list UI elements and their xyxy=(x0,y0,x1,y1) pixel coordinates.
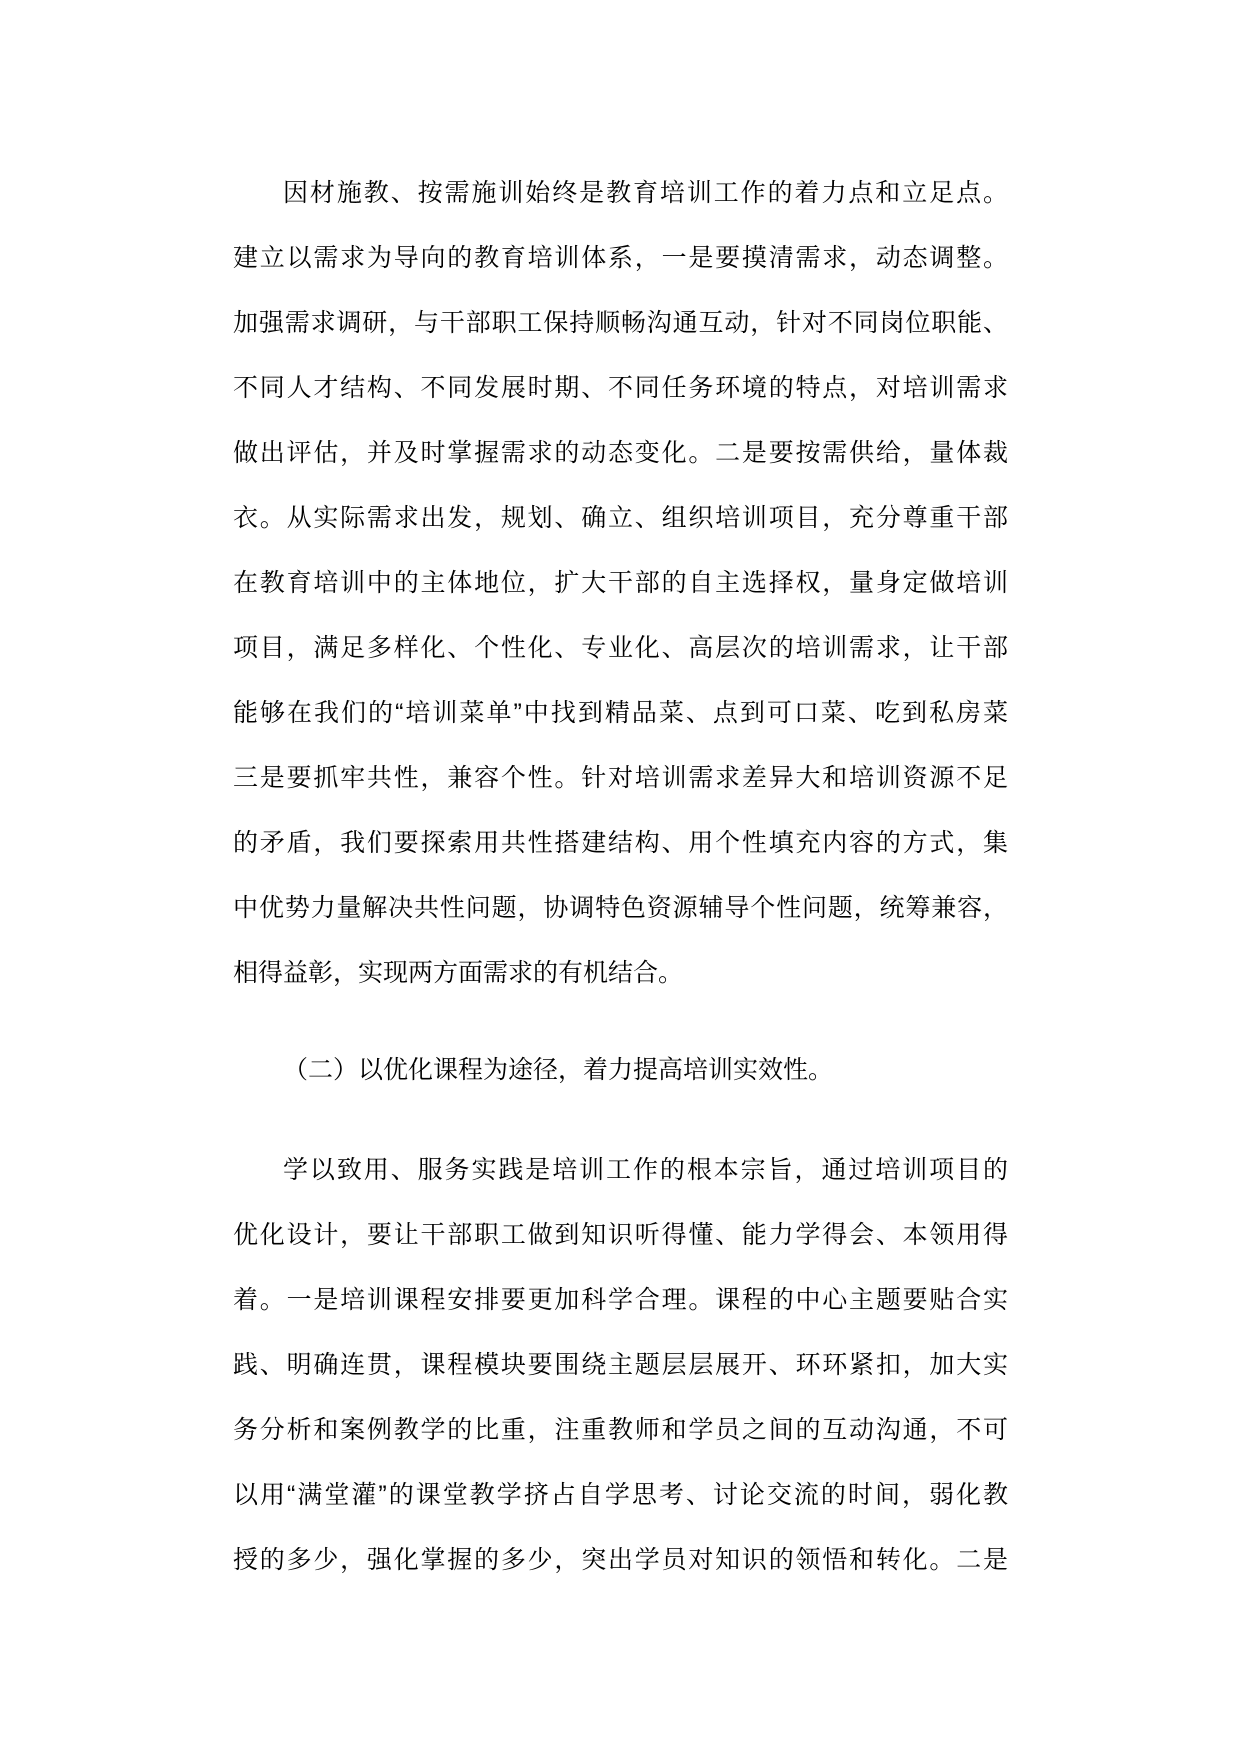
text-line: 建立以需求为导向的教育培训体系，一是要摸清需求，动态调整。 xyxy=(233,244,1008,272)
text-line: 以用“满堂灌”的课堂教学挤占自学思考、讨论交流的时间，弱化教 xyxy=(233,1481,1008,1509)
text-line: 做出评估，并及时掌握需求的动态变化。二是要按需供给，量体裁 xyxy=(233,439,1008,467)
text-line: 在教育培训中的主体地位，扩大干部的自主选择权，量身定做培训 xyxy=(233,569,1008,597)
text-line: 践、明确连贯，课程模块要围绕主题层层展开、环环紧扣，加大实 xyxy=(233,1351,1008,1379)
text-line: 加强需求调研，与干部职工保持顺畅沟通互动，针对不同岗位职能、 xyxy=(233,309,1008,337)
text-line: 授的多少，强化掌握的多少，突出学员对知识的领悟和转化。二是 xyxy=(233,1546,1008,1574)
text-line: 三是要抓牢共性，兼容个性。针对培训需求差异大和培训资源不足 xyxy=(233,764,1008,792)
heading-line: （二）以优化课程为途径，着力提高培训实效性。 xyxy=(283,1056,834,1084)
text-line: 学以致用、服务实践是培训工作的根本宗旨，通过培训项目的 xyxy=(283,1156,1008,1184)
text-line: 着。一是培训课程安排要更加科学合理。课程的中心主题要贴合实 xyxy=(233,1286,1008,1314)
section-heading-2 xyxy=(233,1038,1008,1103)
text-line: 相得益彰，实现两方面需求的有机结合。 xyxy=(233,959,684,987)
text-line: 优化设计，要让干部职工做到知识听得懂、能力学得会、本领用得 xyxy=(233,1221,1008,1249)
text-line: 项目，满足多样化、个性化、专业化、高层次的培训需求，让干部 xyxy=(233,634,1008,662)
text-line: 务分析和案例教学的比重，注重教师和学员之间的互动沟通，不可 xyxy=(233,1416,1008,1444)
paragraph-1 xyxy=(233,161,1008,1006)
text-line: 因材施教、按需施训始终是教育培训工作的着力点和立足点。 xyxy=(283,179,1008,207)
text-line: 的矛盾，我们要探索用共性搭建结构、用个性填充内容的方式，集 xyxy=(233,829,1008,857)
text-line: 中优势力量解决共性问题，协调特色资源辅导个性问题，统筹兼容， xyxy=(233,894,1008,922)
text-line: 能够在我们的“培训菜单”中找到精品菜、点到可口菜、吃到私房菜 xyxy=(233,699,1008,727)
text-line: 衣。从实际需求出发，规划、确立、组织培训项目，充分尊重干部 xyxy=(233,504,1008,532)
paragraph-2 xyxy=(233,1138,1008,1593)
text-line: 不同人才结构、不同发展时期、不同任务环境的特点，对培训需求 xyxy=(233,374,1008,402)
